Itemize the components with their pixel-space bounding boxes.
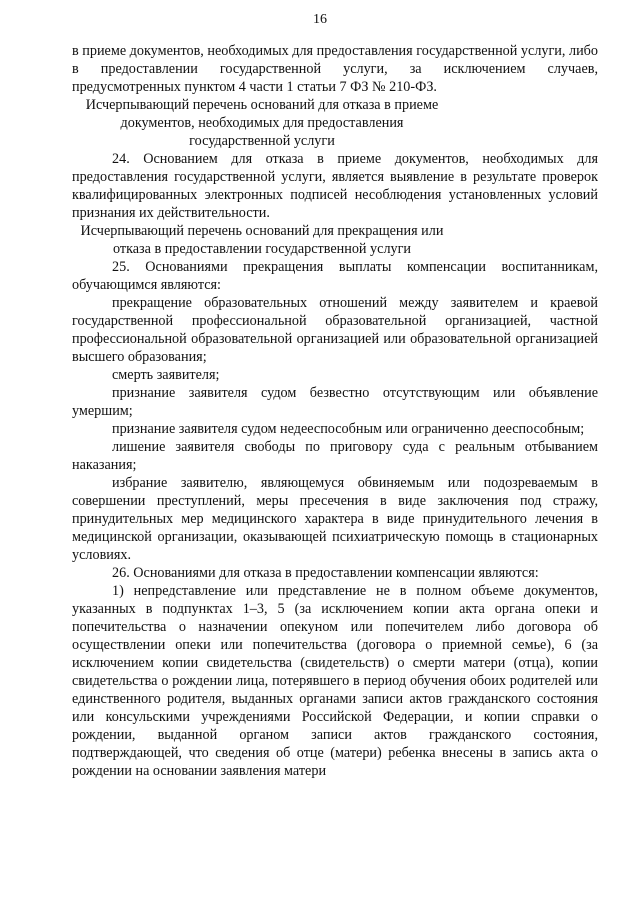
paragraph-25: 25. Основаниями прекращения выплаты компенсации воспитанникам, обучающимся являются: [72, 259, 598, 293]
paragraph-intro: в приеме документов, необходимых для предоставления государственной услуги, либо в предоставлении государственной услуги, за исключением случаев, предусмотренных пунктом 4 части 1 статьи 7 ФЗ № 210-ФЗ. [72, 43, 598, 95]
page-number: 16 [313, 12, 327, 27]
list-item-26-1: 1) непредставление или представление не в полном объеме документов, указанных в подпунктах 1–3, 5 (за исключением копии акта органа опеки и попечительства о назначении опекуном или попечителем либо договора об осуществлении опеки или попечительства (договора о приемной семье), 6 (за исключением копии свидетельства (свидетельств) о смерти матери (отца), копии свидетельства о рождении лица, потерявшего в период обучения обоих родителей или единственного родителя, выданных органами записи актов гражданского состояния или консульскими учреждениями Российской Федерации, и копии справки о рождении, выданной органом записи актов гражданского состояния, подтверждающей, что сведения об отце (матери) ребенка внесены в запись акта о рождении на основании заявления матери [72, 583, 598, 779]
list-item-25-3: признание заявителя судом безвестно отсутствующим или объявление умершим; [72, 385, 598, 419]
list-item-25-4: признание заявителя судом недееспособным или ограниченно дееспособным; [112, 421, 585, 437]
list-item-25-5: лишение заявителя свободы по приговору суда с реальным отбыванием наказания; [72, 439, 598, 473]
paragraph-26: 26. Основаниями для отказа в предоставлении компенсации являются: [112, 565, 539, 581]
section-heading-termination: Исчерпывающий перечень оснований для прекращения или отказа в предоставлении государственной услуги [80, 223, 444, 257]
list-item-25-1: прекращение образовательных отношений между заявителем и краевой государственной профессиональной образовательной организацией, частной профессиональной образовательной организацией или образовательной организацией высшего образования; [72, 295, 598, 365]
list-item-25-2: смерть заявителя; [112, 367, 220, 383]
document-body [72, 42, 598, 780]
section-heading-refusal-docs: Исчерпывающий перечень оснований для отказа в приеме документов, необходимых для предоставления государственной услуги [85, 97, 439, 149]
list-item-25-6: избрание заявителю, являющемуся обвиняемым или подозреваемым в совершении преступлений, меры пресечения в виде заключения под стражу, принудительных мер медицинского характера в виде принудительного лечения в медицинской организации, оказывающей психиатрическую помощь в стационарных условиях. [72, 475, 598, 563]
paragraph-24: 24. Основанием для отказа в приеме документов, необходимых для предоставления государственной услуги, является выявление в результате проверок квалифицированных электронных подписей несоблюдения установленных условий признания их действительности. [72, 151, 598, 221]
